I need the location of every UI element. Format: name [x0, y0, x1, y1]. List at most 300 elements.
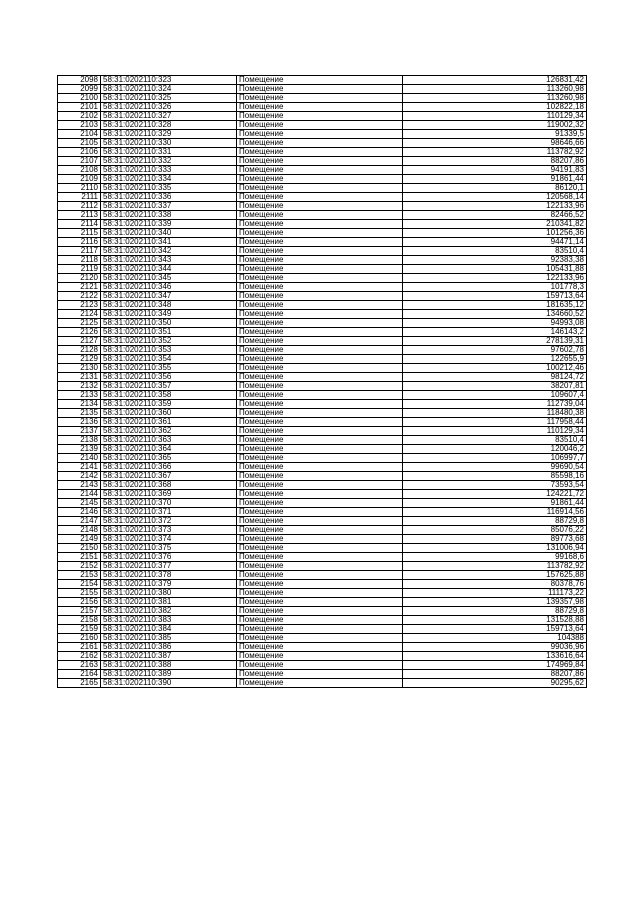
table-row: [58, 616, 587, 625]
value-cell: 113260,98: [403, 85, 587, 94]
object-type-cell: Помещение: [237, 202, 403, 211]
table-row: [58, 526, 587, 535]
table-row: [58, 148, 587, 157]
value-cell: 83510,4: [403, 436, 587, 445]
value-cell: 101778,3: [403, 283, 587, 292]
object-type-cell: Помещение: [237, 616, 403, 625]
object-type-cell: Помещение: [237, 274, 403, 283]
value-cell: 97602,78: [403, 346, 587, 355]
cadastral-number-cell: 58:31:0202110:369: [101, 490, 237, 499]
value-cell: 86120,1: [403, 184, 587, 193]
row-number-cell: 2099: [58, 85, 101, 94]
cadastral-number-cell: 58:31:0202110:372: [101, 517, 237, 526]
table-row: [58, 121, 587, 130]
object-type-cell: Помещение: [237, 553, 403, 562]
cadastral-number-cell: 58:31:0202110:388: [101, 661, 237, 670]
value-cell: 88207,86: [403, 670, 587, 679]
value-cell: 113260,98: [403, 94, 587, 103]
row-number-cell: 2120: [58, 274, 101, 283]
value-cell: 174969,84: [403, 661, 587, 670]
value-cell: 88729,8: [403, 607, 587, 616]
cadastral-number-cell: 58:31:0202110:390: [101, 679, 237, 688]
row-number-cell: 2130: [58, 364, 101, 373]
object-type-cell: Помещение: [237, 463, 403, 472]
table-row: [58, 661, 587, 670]
object-type-cell: Помещение: [237, 328, 403, 337]
value-cell: 73593,54: [403, 481, 587, 490]
value-cell: 99036,96: [403, 643, 587, 652]
row-number-cell: 2121: [58, 283, 101, 292]
table-row: [58, 175, 587, 184]
object-type-cell: Помещение: [237, 562, 403, 571]
row-number-cell: 2164: [58, 670, 101, 679]
value-cell: 85598,16: [403, 472, 587, 481]
row-number-cell: 2145: [58, 499, 101, 508]
table-row: [58, 607, 587, 616]
object-type-cell: Помещение: [237, 238, 403, 247]
cadastral-number-cell: 58:31:0202110:342: [101, 247, 237, 256]
object-type-cell: Помещение: [237, 526, 403, 535]
object-type-cell: Помещение: [237, 283, 403, 292]
value-cell: 106997,7: [403, 454, 587, 463]
value-cell: 120046,2: [403, 445, 587, 454]
cadastral-number-cell: 58:31:0202110:379: [101, 580, 237, 589]
value-cell: 89773,68: [403, 535, 587, 544]
object-type-cell: Помещение: [237, 346, 403, 355]
object-type-cell: Помещение: [237, 211, 403, 220]
table-row: [58, 499, 587, 508]
cadastral-number-cell: 58:31:0202110:343: [101, 256, 237, 265]
row-number-cell: 2132: [58, 382, 101, 391]
table-row: [58, 274, 587, 283]
value-cell: 120568,14: [403, 193, 587, 202]
row-number-cell: 2126: [58, 328, 101, 337]
value-cell: 210341,82: [403, 220, 587, 229]
cadastral-number-cell: 58:31:0202110:336: [101, 193, 237, 202]
table-row: [58, 481, 587, 490]
object-type-cell: Помещение: [237, 490, 403, 499]
table-row: [58, 103, 587, 112]
cadastral-number-cell: 58:31:0202110:373: [101, 526, 237, 535]
table-row: [58, 238, 587, 247]
row-number-cell: 2138: [58, 436, 101, 445]
row-number-cell: 2128: [58, 346, 101, 355]
table-row: [58, 535, 587, 544]
cadastral-number-cell: 58:31:0202110:331: [101, 148, 237, 157]
table-row: [58, 211, 587, 220]
table-row: [58, 184, 587, 193]
table-row: [58, 157, 587, 166]
row-number-cell: 2136: [58, 418, 101, 427]
object-type-cell: Помещение: [237, 220, 403, 229]
object-type-cell: Помещение: [237, 400, 403, 409]
object-type-cell: Помещение: [237, 292, 403, 301]
table-row: [58, 418, 587, 427]
object-type-cell: Помещение: [237, 661, 403, 670]
table-row: [58, 364, 587, 373]
table-row: [58, 571, 587, 580]
value-cell: 88729,8: [403, 517, 587, 526]
cadastral-number-cell: 58:31:0202110:344: [101, 265, 237, 274]
row-number-cell: 2111: [58, 193, 101, 202]
cadastral-number-cell: 58:31:0202110:353: [101, 346, 237, 355]
value-cell: 85076,22: [403, 526, 587, 535]
row-number-cell: 2098: [58, 76, 101, 85]
value-cell: 278139,31: [403, 337, 587, 346]
cadastral-number-cell: 58:31:0202110:365: [101, 454, 237, 463]
cadastral-number-cell: 58:31:0202110:337: [101, 202, 237, 211]
cadastral-number-cell: 58:31:0202110:349: [101, 310, 237, 319]
row-number-cell: 2131: [58, 373, 101, 382]
value-cell: 38207,81: [403, 382, 587, 391]
value-cell: 124221,72: [403, 490, 587, 499]
cadastral-number-cell: 58:31:0202110:329: [101, 130, 237, 139]
value-cell: 113782,92: [403, 562, 587, 571]
cadastral-number-cell: 58:31:0202110:338: [101, 211, 237, 220]
table-row: [58, 292, 587, 301]
cadastral-table: [57, 75, 587, 688]
value-cell: 109607,4: [403, 391, 587, 400]
table-row: [58, 112, 587, 121]
table-row: [58, 544, 587, 553]
row-number-cell: 2153: [58, 571, 101, 580]
object-type-cell: Помещение: [237, 355, 403, 364]
value-cell: 122655,9: [403, 355, 587, 364]
table-row: [58, 265, 587, 274]
cadastral-number-cell: 58:31:0202110:358: [101, 391, 237, 400]
object-type-cell: Помещение: [237, 310, 403, 319]
object-type-cell: Помещение: [237, 76, 403, 85]
row-number-cell: 2157: [58, 607, 101, 616]
object-type-cell: Помещение: [237, 373, 403, 382]
cadastral-number-cell: 58:31:0202110:346: [101, 283, 237, 292]
object-type-cell: Помещение: [237, 94, 403, 103]
cadastral-number-cell: 58:31:0202110:332: [101, 157, 237, 166]
table-row: [58, 643, 587, 652]
value-cell: 83510,4: [403, 247, 587, 256]
object-type-cell: Помещение: [237, 301, 403, 310]
object-type-cell: Помещение: [237, 643, 403, 652]
table-row: [58, 382, 587, 391]
cadastral-number-cell: 58:31:0202110:328: [101, 121, 237, 130]
row-number-cell: 2162: [58, 652, 101, 661]
cadastral-number-cell: 58:31:0202110:383: [101, 616, 237, 625]
table-row: [58, 346, 587, 355]
value-cell: 94993,08: [403, 319, 587, 328]
row-number-cell: 2161: [58, 643, 101, 652]
table-row: [58, 490, 587, 499]
object-type-cell: Помещение: [237, 175, 403, 184]
table-row: [58, 247, 587, 256]
cadastral-number-cell: 58:31:0202110:333: [101, 166, 237, 175]
value-cell: 100212,46: [403, 364, 587, 373]
table-row: [58, 139, 587, 148]
table-row: [58, 652, 587, 661]
object-type-cell: Помещение: [237, 472, 403, 481]
cadastral-number-cell: 58:31:0202110:340: [101, 229, 237, 238]
object-type-cell: Помещение: [237, 589, 403, 598]
row-number-cell: 2103: [58, 121, 101, 130]
row-number-cell: 2147: [58, 517, 101, 526]
table-row: [58, 229, 587, 238]
object-type-cell: Помещение: [237, 148, 403, 157]
object-type-cell: Помещение: [237, 157, 403, 166]
cadastral-number-cell: 58:31:0202110:339: [101, 220, 237, 229]
table-row: [58, 553, 587, 562]
row-number-cell: 2125: [58, 319, 101, 328]
cadastral-number-cell: 58:31:0202110:362: [101, 427, 237, 436]
object-type-cell: Помещение: [237, 652, 403, 661]
object-type-cell: Помещение: [237, 184, 403, 193]
row-number-cell: 2159: [58, 625, 101, 634]
cadastral-number-cell: 58:31:0202110:357: [101, 382, 237, 391]
object-type-cell: Помещение: [237, 454, 403, 463]
row-number-cell: 2129: [58, 355, 101, 364]
row-number-cell: 2108: [58, 166, 101, 175]
row-number-cell: 2117: [58, 247, 101, 256]
value-cell: 92383,38: [403, 256, 587, 265]
table-row: [58, 409, 587, 418]
object-type-cell: Помещение: [237, 337, 403, 346]
object-type-cell: Помещение: [237, 679, 403, 688]
table-row: [58, 436, 587, 445]
row-number-cell: 2155: [58, 589, 101, 598]
row-number-cell: 2114: [58, 220, 101, 229]
cadastral-number-cell: 58:31:0202110:371: [101, 508, 237, 517]
object-type-cell: Помещение: [237, 391, 403, 400]
cadastral-number-cell: 58:31:0202110:380: [101, 589, 237, 598]
table-row: [58, 319, 587, 328]
table-row: [58, 517, 587, 526]
row-number-cell: 2151: [58, 553, 101, 562]
object-type-cell: Помещение: [237, 517, 403, 526]
cadastral-number-cell: 58:31:0202110:352: [101, 337, 237, 346]
value-cell: 118480,38: [403, 409, 587, 418]
table-row: [58, 580, 587, 589]
table-row: [58, 166, 587, 175]
row-number-cell: 2152: [58, 562, 101, 571]
object-type-cell: Помещение: [237, 481, 403, 490]
value-cell: 104388: [403, 634, 587, 643]
value-cell: 98124,72: [403, 373, 587, 382]
cadastral-number-cell: 58:31:0202110:367: [101, 472, 237, 481]
object-type-cell: Помещение: [237, 499, 403, 508]
value-cell: 110129,34: [403, 427, 587, 436]
cadastral-number-cell: 58:31:0202110:350: [101, 319, 237, 328]
table-row: [58, 391, 587, 400]
table-row: [58, 598, 587, 607]
table-row: [58, 94, 587, 103]
object-type-cell: Помещение: [237, 364, 403, 373]
value-cell: 122133,96: [403, 202, 587, 211]
row-number-cell: 2141: [58, 463, 101, 472]
object-type-cell: Помещение: [237, 625, 403, 634]
object-type-cell: Помещение: [237, 247, 403, 256]
row-number-cell: 2165: [58, 679, 101, 688]
row-number-cell: 2110: [58, 184, 101, 193]
object-type-cell: Помещение: [237, 607, 403, 616]
row-number-cell: 2102: [58, 112, 101, 121]
row-number-cell: 2104: [58, 130, 101, 139]
cadastral-number-cell: 58:31:0202110:389: [101, 670, 237, 679]
value-cell: 91861,44: [403, 499, 587, 508]
row-number-cell: 2112: [58, 202, 101, 211]
table-body: [58, 76, 587, 688]
table-row: [58, 130, 587, 139]
value-cell: 99168,6: [403, 553, 587, 562]
row-number-cell: 2123: [58, 301, 101, 310]
object-type-cell: Помещение: [237, 166, 403, 175]
cadastral-number-cell: 58:31:0202110:382: [101, 607, 237, 616]
value-cell: 134660,52: [403, 310, 587, 319]
cadastral-number-cell: 58:31:0202110:327: [101, 112, 237, 121]
table-row: [58, 625, 587, 634]
cadastral-number-cell: 58:31:0202110:368: [101, 481, 237, 490]
value-cell: 133616,64: [403, 652, 587, 661]
value-cell: 82466,52: [403, 211, 587, 220]
row-number-cell: 2118: [58, 256, 101, 265]
value-cell: 91339,5: [403, 130, 587, 139]
cadastral-number-cell: 58:31:0202110:385: [101, 634, 237, 643]
cadastral-number-cell: 58:31:0202110:360: [101, 409, 237, 418]
object-type-cell: Помещение: [237, 256, 403, 265]
object-type-cell: Помещение: [237, 634, 403, 643]
table-row: [58, 373, 587, 382]
cadastral-number-cell: 58:31:0202110:366: [101, 463, 237, 472]
table-row: [58, 427, 587, 436]
cadastral-number-cell: 58:31:0202110:374: [101, 535, 237, 544]
table-row: [58, 355, 587, 364]
object-type-cell: Помещение: [237, 670, 403, 679]
cadastral-number-cell: 58:31:0202110:387: [101, 652, 237, 661]
table-row: [58, 400, 587, 409]
object-type-cell: Помещение: [237, 193, 403, 202]
row-number-cell: 2124: [58, 310, 101, 319]
row-number-cell: 2100: [58, 94, 101, 103]
cadastral-number-cell: 58:31:0202110:375: [101, 544, 237, 553]
cadastral-number-cell: 58:31:0202110:341: [101, 238, 237, 247]
cadastral-number-cell: 58:31:0202110:347: [101, 292, 237, 301]
value-cell: 94191,83: [403, 166, 587, 175]
table-row: [58, 589, 587, 598]
object-type-cell: Помещение: [237, 544, 403, 553]
row-number-cell: 2119: [58, 265, 101, 274]
row-number-cell: 2149: [58, 535, 101, 544]
value-cell: 88207,86: [403, 157, 587, 166]
cadastral-number-cell: 58:31:0202110:364: [101, 445, 237, 454]
table-row: [58, 301, 587, 310]
cadastral-number-cell: 58:31:0202110:335: [101, 184, 237, 193]
value-cell: 113782,92: [403, 148, 587, 157]
row-number-cell: 2106: [58, 148, 101, 157]
row-number-cell: 2154: [58, 580, 101, 589]
table-row: [58, 679, 587, 688]
object-type-cell: Помещение: [237, 418, 403, 427]
row-number-cell: 2143: [58, 481, 101, 490]
value-cell: 90295,62: [403, 679, 587, 688]
cadastral-number-cell: 58:31:0202110:324: [101, 85, 237, 94]
value-cell: 181635,12: [403, 301, 587, 310]
table-row: [58, 256, 587, 265]
table-row: [58, 508, 587, 517]
value-cell: 157625,88: [403, 571, 587, 580]
object-type-cell: Помещение: [237, 319, 403, 328]
cadastral-number-cell: 58:31:0202110:370: [101, 499, 237, 508]
object-type-cell: Помещение: [237, 436, 403, 445]
value-cell: 116914,56: [403, 508, 587, 517]
object-type-cell: Помещение: [237, 139, 403, 148]
table-row: [58, 310, 587, 319]
row-number-cell: 2156: [58, 598, 101, 607]
row-number-cell: 2115: [58, 229, 101, 238]
table-row: [58, 283, 587, 292]
value-cell: 99690,54: [403, 463, 587, 472]
cadastral-number-cell: 58:31:0202110:359: [101, 400, 237, 409]
table-row: [58, 76, 587, 85]
table-row: [58, 193, 587, 202]
table-row: [58, 472, 587, 481]
value-cell: 159713,64: [403, 292, 587, 301]
row-number-cell: 2148: [58, 526, 101, 535]
row-number-cell: 2158: [58, 616, 101, 625]
row-number-cell: 2137: [58, 427, 101, 436]
table-row: [58, 670, 587, 679]
cadastral-number-cell: 58:31:0202110:351: [101, 328, 237, 337]
row-number-cell: 2101: [58, 103, 101, 112]
object-type-cell: Помещение: [237, 571, 403, 580]
table-row: [58, 85, 587, 94]
cadastral-number-cell: 58:31:0202110:345: [101, 274, 237, 283]
row-number-cell: 2160: [58, 634, 101, 643]
object-type-cell: Помещение: [237, 103, 403, 112]
cadastral-number-cell: 58:31:0202110:330: [101, 139, 237, 148]
cadastral-number-cell: 58:31:0202110:348: [101, 301, 237, 310]
object-type-cell: Помещение: [237, 580, 403, 589]
cadastral-number-cell: 58:31:0202110:386: [101, 643, 237, 652]
row-number-cell: 2109: [58, 175, 101, 184]
value-cell: 159713,64: [403, 625, 587, 634]
value-cell: 105431,88: [403, 265, 587, 274]
row-number-cell: 2135: [58, 409, 101, 418]
object-type-cell: Помещение: [237, 409, 403, 418]
object-type-cell: Помещение: [237, 535, 403, 544]
cadastral-number-cell: 58:31:0202110:356: [101, 373, 237, 382]
object-type-cell: Помещение: [237, 508, 403, 517]
row-number-cell: 2146: [58, 508, 101, 517]
object-type-cell: Помещение: [237, 427, 403, 436]
table-row: [58, 463, 587, 472]
cadastral-number-cell: 58:31:0202110:334: [101, 175, 237, 184]
object-type-cell: Помещение: [237, 130, 403, 139]
table-row: [58, 328, 587, 337]
row-number-cell: 2116: [58, 238, 101, 247]
object-type-cell: Помещение: [237, 112, 403, 121]
cadastral-number-cell: 58:31:0202110:378: [101, 571, 237, 580]
object-type-cell: Помещение: [237, 598, 403, 607]
cadastral-number-cell: 58:31:0202110:363: [101, 436, 237, 445]
cadastral-number-cell: 58:31:0202110:376: [101, 553, 237, 562]
row-number-cell: 2107: [58, 157, 101, 166]
value-cell: 80378,76: [403, 580, 587, 589]
cadastral-number-cell: 58:31:0202110:354: [101, 355, 237, 364]
value-cell: 146143,2: [403, 328, 587, 337]
value-cell: 117958,44: [403, 418, 587, 427]
value-cell: 131006,94: [403, 544, 587, 553]
cadastral-number-cell: 58:31:0202110:381: [101, 598, 237, 607]
table-row: [58, 634, 587, 643]
row-number-cell: 2142: [58, 472, 101, 481]
table-row: [58, 562, 587, 571]
